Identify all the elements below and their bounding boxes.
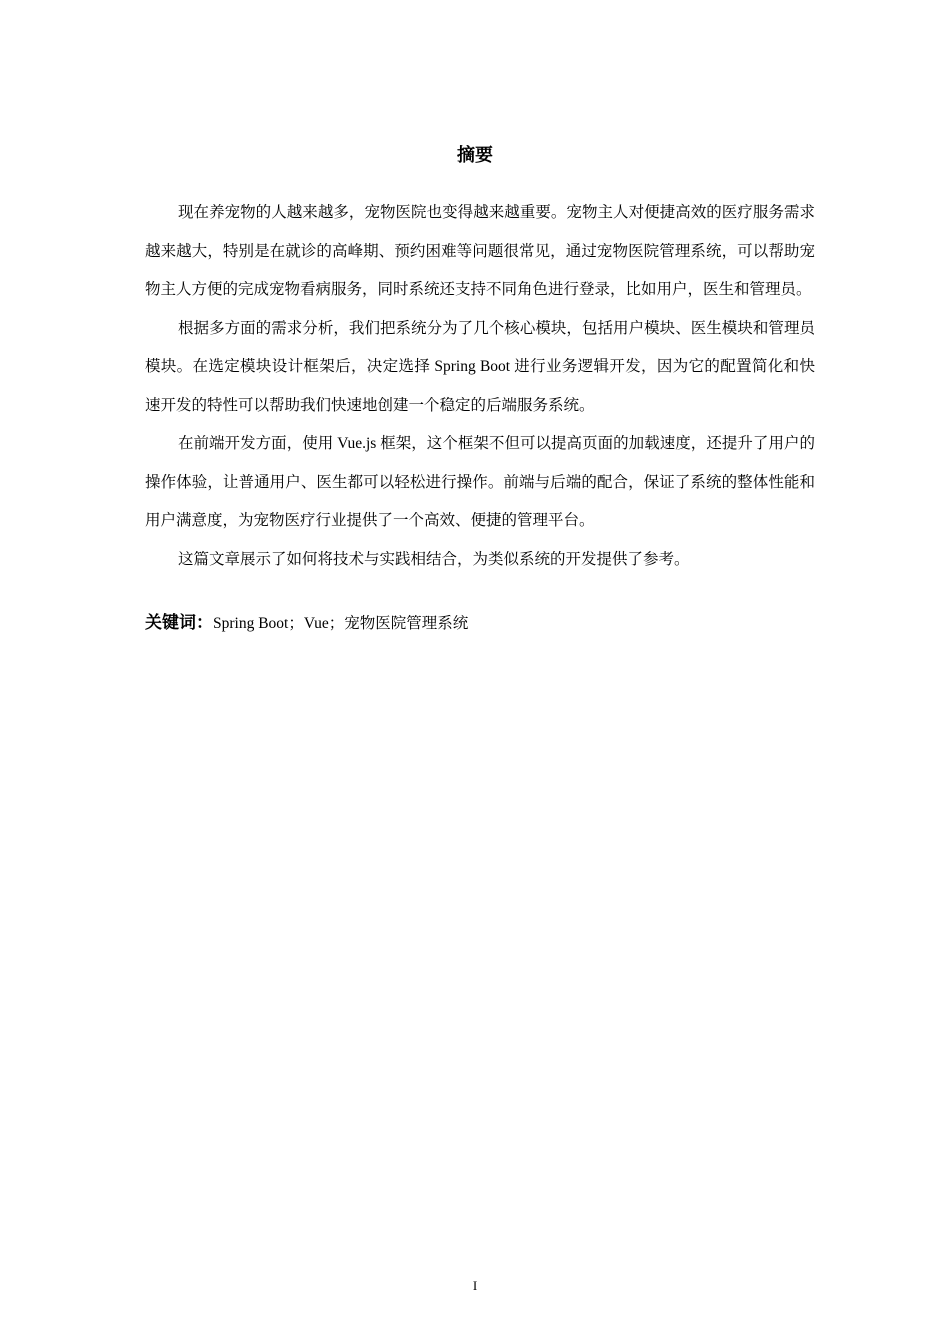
keywords-text: Spring Boot；Vue；宠物医院管理系统 <box>213 615 469 632</box>
keywords-label: 关键词： <box>145 613 213 633</box>
paragraph-2: 根据多方面的需求分析，我们把系统分为了几个核心模块，包括用户模块、医生模块和管理员模块。在选定模块设计框架后，决定选择 Spring Boot 进行业务逻辑开发，因为它的配置简化和快速开发的特性可以帮助我们快速地创建一个稳定的后端服务系统。 <box>145 319 815 414</box>
paragraph-1: 现在养宠物的人越来越多，宠物医院也变得越来越重要。宠物主人对便捷高效的医疗服务需求越来越大，特别是在就诊的高峰期、预约困难等问题很常见，通过宠物医院管理系统，可以帮助宠物主人方便的完成宠物看病服务，同时系统还支持不同角色进行登录，比如用户，医生和管理员。 <box>145 204 815 298</box>
abstract-body <box>145 194 815 579</box>
keywords-line <box>145 608 815 639</box>
paragraph-3: 在前端开发方面，使用 Vue.js 框架，这个框架不但可以提高页面的加载速度，还提升了用户的操作体验，让普通用户、医生都可以轻松进行操作。前端与后端的配合，保证了系统的整体性能和用户满意度，为宠物医疗行业提供了一个高效、便捷的管理平台。 <box>145 435 815 529</box>
page-number: I <box>472 1278 478 1293</box>
paragraph-4: 这篇文章展示了如何将技术与实践相结合，为类似系统的开发提供了参考。 <box>178 550 690 568</box>
abstract-title: 摘要 <box>457 145 493 166</box>
